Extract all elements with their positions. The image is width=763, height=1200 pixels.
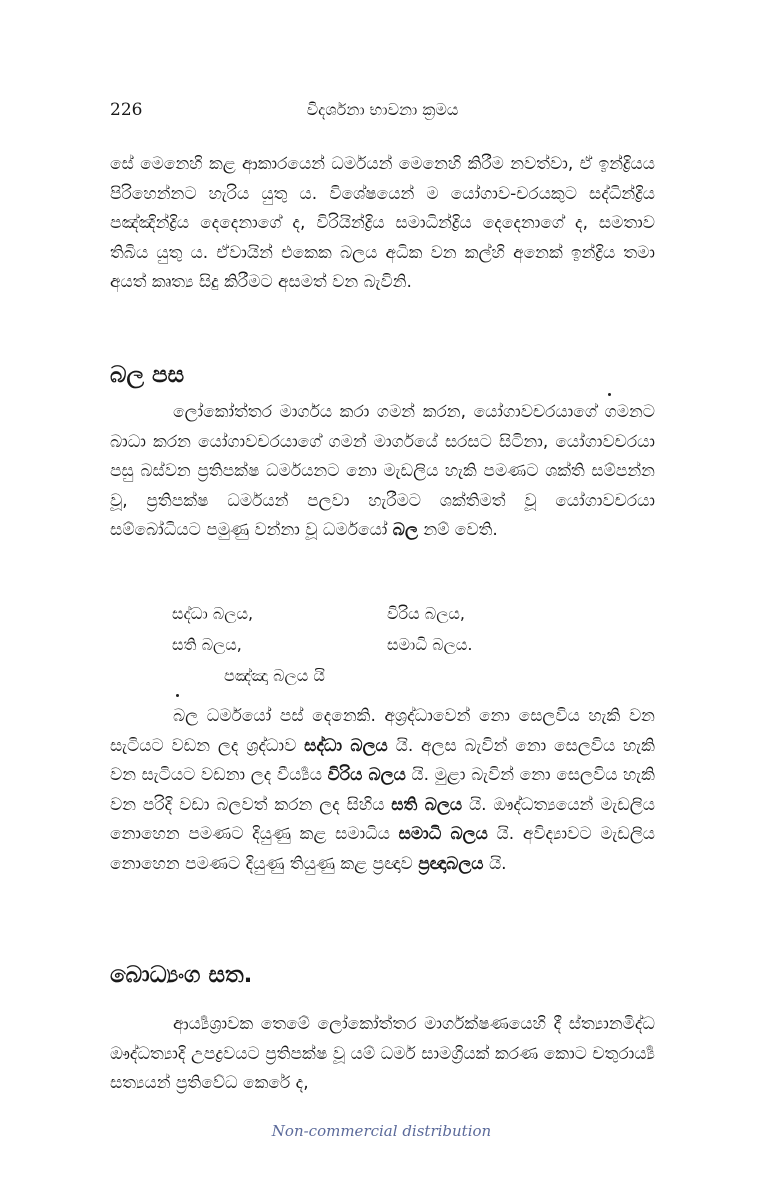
paragraph-2-text: ලෝකෝත්තර මාර්ගය කරා ගමන් කරන, යෝගාවචරයාගේ ගමනට බාධා කරන යෝගාවචරයාගේ ගමන් මාර්ගයේ සරසට සිටිනා, යෝගාවචරයා පසු බස්වන ප්‍රතිපක්ෂ ධර්මයනට නො මැඩලිය හැකි පමණට ශක්ති සම්පන්න වූ, ප්‍රතිපක්ෂ ධර්මයන් පලවා හැරීමට ශක්තිමත් වූ යෝගාවචරයා සම්බෝධියට පමුණු වන්නා වූ ධර්මයෝ: [110, 402, 655, 540]
text-run: යි. ඖද්ධත්‍යයෙන් මැඩලිය නොහෙන පමණට දියුණු කළ සමාධිය: [110, 794, 655, 844]
footer-note: Non-commercial distribution: [271, 1122, 492, 1140]
paragraph-2: [110, 398, 655, 546]
list-item: පඤ්ඤා බලය යි: [224, 666, 325, 685]
speck: [608, 393, 611, 396]
bold-term-bala: බල: [392, 520, 418, 540]
paragraph-1: සේ මෙනෙහි කළ ආකාරයෙන් ධර්මයන් මෙනෙහි කිරීම නවත්වා, ඒ ඉන්ද්‍රියය පිරිහෙන්නට හැරිය යුතු ය. විශේෂයෙන් ම යෝගාව-චරයකුට සද්ධින්ද්‍රිය පඤ්ඤින්ද්‍රිය දෙදෙනාගේ ද, විරියින්ද්‍රිය සමාධින්ද්‍රිය දෙදෙනාගේ ද, සමතාව තිබිය යුතු ය. ඒවායින් එකෙක බලය අධික වන කල්හි අනෙක් ඉන්ද්‍රිය තමා අයත් කෘත්‍ය සිදු කිරීමට අසමත් වන බැවිනි.: [110, 154, 655, 292]
bold-term: ප්‍රඥාබලය: [418, 853, 484, 874]
bold-term: සති බලය: [391, 794, 463, 815]
section-heading-bala: බල පස: [110, 362, 185, 388]
paragraph-3: [110, 702, 655, 879]
section-heading-bodhi: බොධ්‍යංග සත.: [110, 962, 253, 988]
bold-term: සද්ධා බලය: [304, 735, 388, 756]
list-item: විරිය බලය,: [387, 604, 465, 623]
powers-list: [172, 598, 602, 691]
list-item: සද්ධා බලය,: [172, 604, 254, 623]
list-item: සමාධි බලය.: [387, 635, 473, 654]
list-row: [172, 629, 602, 660]
bold-term: විරිය බලය: [327, 765, 406, 785]
text-run: බල ධර්මයෝ පස් දෙනෙකි. අශ්‍රද්ධාවෙන් නො සෙලවිය හැකි වන සැටියට වඩන ලද ශ්‍රද්ධාව: [110, 706, 655, 756]
text-run: යි.: [483, 853, 507, 874]
bold-term: සමාධි බලය: [398, 824, 488, 844]
text-run: යි. අවිද්‍යාවට මැඩලිය නොහෙන පමණට දියුණු තියුණු කළ ප්‍රඥාව: [110, 824, 656, 874]
list-item: සති බලය,: [172, 635, 242, 654]
speck: [176, 694, 179, 697]
running-title: විදර්ශනා භාවනා ක්‍රමය: [306, 100, 459, 119]
list-row: [172, 598, 602, 629]
page-header: [110, 100, 655, 130]
text-run: යි. මුළා බැවින් නො සෙලවිය හැකි වන පරිදි වඩා බලවත් කරන ලද සිහිය: [110, 765, 655, 815]
page-number: 226: [110, 100, 143, 120]
text-run: යි. අලස බැවින් නො සෙලවිය හැකි වන සැටියට වඩනා ලද වීර්‍ය්‍යය: [110, 735, 655, 785]
paragraph-2-tail: නම් වෙති.: [417, 520, 498, 540]
paragraph-4: ආර්‍ය්‍යශ්‍රාවක තෙමේ ලෝකෝත්තර මාර්ගක්ෂණයෙහි දී ස්ත්‍යානමිද්ධ ඖද්ධත්‍යාදි උපද්‍රවයට ප්‍රතිපක්ෂ වූ යම් ධර්ම සාමග්‍රියක් කරණ කොට චතුරාර්‍ය්‍ය සත්‍යයන් ප්‍රතිවේධ කෙරේ ද,: [110, 1014, 655, 1093]
